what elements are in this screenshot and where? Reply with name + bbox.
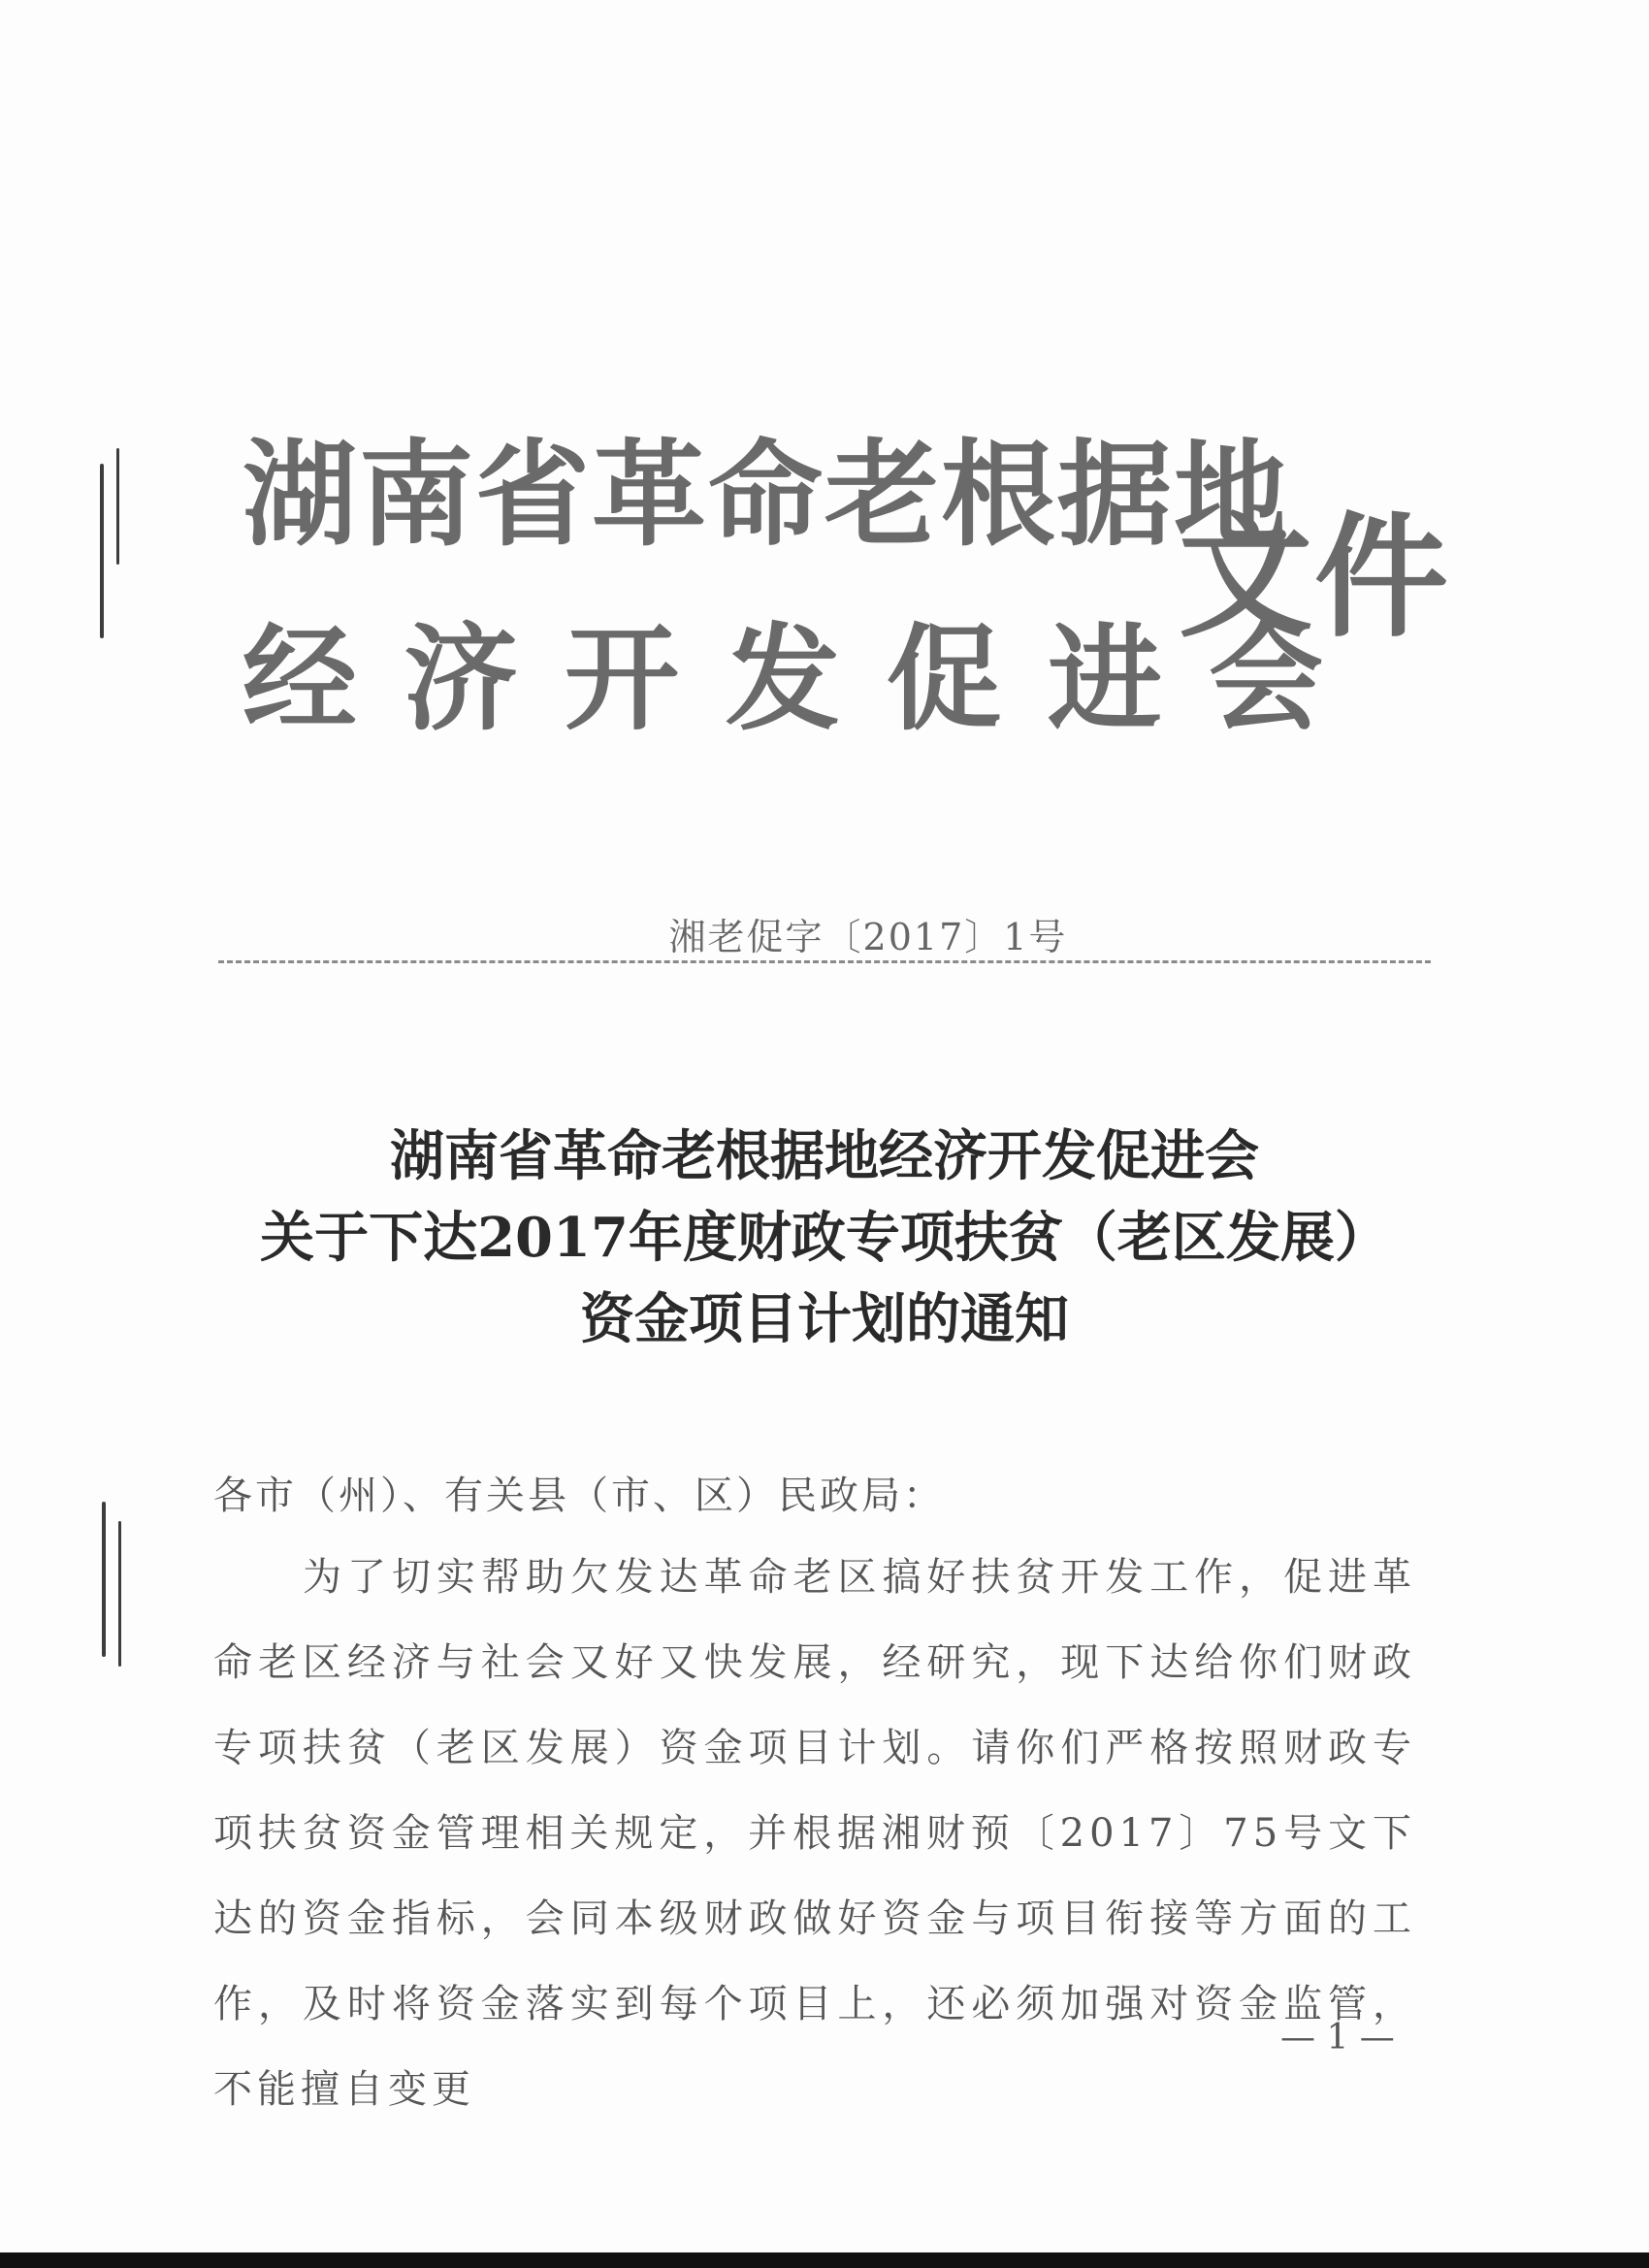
binding-mark (100, 464, 104, 638)
document-title (0, 1116, 1649, 1360)
scan-bottom-edge (0, 2252, 1649, 2268)
salutation: 各市（州）、有关县（市、区）民政局： (213, 1474, 945, 1518)
page-number: — 1 — (1280, 2018, 1395, 2057)
document-number-wrapper (0, 907, 1649, 960)
body-paragraph: 为了切实帮助欠发达革命老区搞好扶贫开发工作，促进革命老区经济与社会又好又快发展，经研究，现下达给你们财政专项扶贫（老区发展）资金项目计划。请你们严格按照财政专项扶贫资金管理相关规定，并根据湘财预〔2017〕75号文下达的资金指标，会同本级财政做好资金与项目衔接等方面的工作，及时将资金落实到每个项目上，还必须加强对资金监管，不能擅自变更 (213, 1555, 1416, 2112)
title-line-2: 关于下达2017年度财政专项扶贫（老区发展） (260, 1206, 1389, 1270)
binding-mark (116, 448, 119, 565)
title-line-1: 湖南省革命老根据地经济开发促进会 (390, 1124, 1259, 1188)
letterhead-org-line-2: 经济开发促进会 (242, 611, 1371, 746)
letterhead-document-word: 文件 (1179, 498, 1451, 656)
title-line-3: 资金项目计划的通知 (580, 1287, 1069, 1351)
letterhead-org-line-1: 湖南省革命老根据地 (242, 427, 1291, 562)
header-divider (218, 960, 1431, 963)
binding-mark (102, 1502, 106, 1657)
document-number: 湘老促字〔2017〕1号 (668, 916, 1068, 958)
binding-mark (118, 1521, 121, 1667)
